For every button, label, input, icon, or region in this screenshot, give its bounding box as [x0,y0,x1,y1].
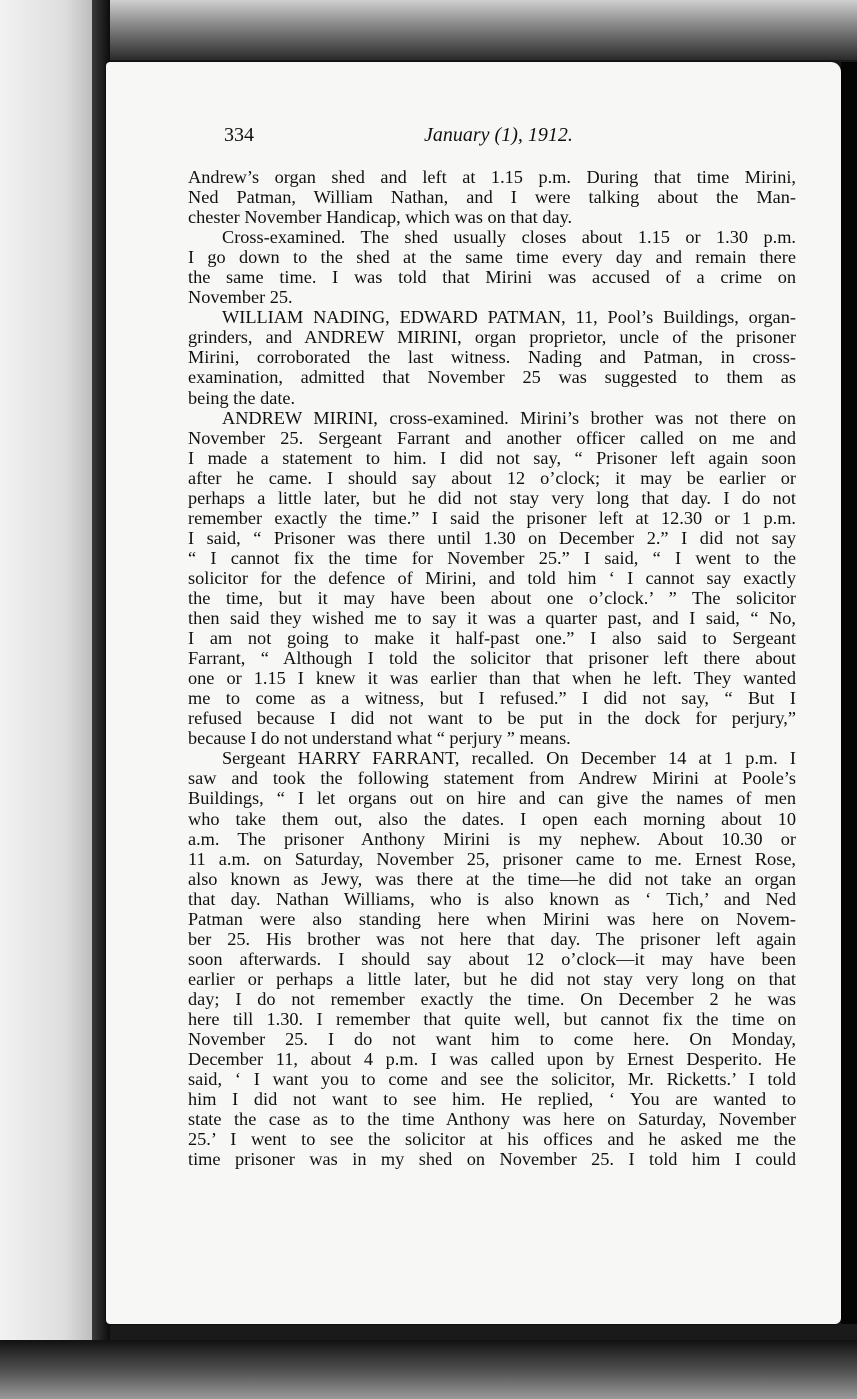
page-right-shadow [841,62,857,1324]
text-line: who take them out, also the dates. I open each morning about 10 [188,808,796,829]
text-line: Mirini, corroborated the last witness. Nading and Patman, in cross- [188,347,796,368]
text-line: a.m. The prisoner Anthony Mirini is my nephew. About 10.30 or [188,828,796,849]
text-line: November 25. I do not want him to come here. On Monday, [188,1029,796,1050]
text-line: earlier or perhaps a little later, but he did not stay very long on that [188,968,796,989]
text-line: I made a statement to him. I did not say, “ Prisoner left again soon [188,447,796,468]
body-text [188,167,796,1169]
text-line: I go down to the shed at the same time every day and remain there [188,247,796,268]
text-line: soon afterwards. I should say about 12 o’clock—it may have been [188,948,796,969]
text-line: saw and took the following statement from Andrew Mirini at Poole’s [188,768,796,789]
text-line: remember exactly the time.” I said the prisoner left at 12.30 or 1 p.m. [188,507,796,528]
text-line: Buildings, “ I let organs out on hire and can give the names of men [188,788,796,809]
text-line: WILLIAM NADING, EDWARD PATMAN, 11, Pool’s Buildings, organ- [222,307,796,328]
text-line: being the date. [188,387,296,408]
text-line: refused because I did not want to be put in the dock for perjury,” [188,708,796,729]
text-line: perhaps a little later, but he did not stay very long that day. I do not [188,487,796,508]
text-line: ANDREW MIRINI, cross-examined. Mirini’s brother was not there on [222,407,796,428]
text-line: also known as Jewy, was there at the time—he did not take an organ [188,868,796,889]
text-line: the same time. I was told that Mirini was accused of a crime on [188,267,796,288]
text-line: day; I do not remember exactly the time. On December 2 he was [188,988,796,1009]
text-line: time prisoner was in my shed on November 25. I told him I could [188,1149,796,1170]
text-line: Cross-examined. The shed usually closes about 1.15 or 1.30 p.m. [222,227,796,248]
text-line: November 25. Sergeant Farrant and another officer called on me and [188,427,796,448]
text-line: here till 1.30. I remember that quite well, but cannot fix the time on [188,1008,796,1029]
text-line: 25.’ I went to see the solicitor at his offices and he asked me the [188,1129,796,1150]
page-number: 334 [224,124,254,146]
text-line: Farrant, “ Although I told the solicitor that prisoner left there about [188,648,796,669]
text-line: that day. Nathan Williams, who is also known as ‘ Tich,’ and Ned [188,888,796,909]
text-line: Ned Patman, William Nathan, and I were talking about the Man- [188,187,796,208]
text-line: said, ‘ I want you to come and see the solicitor, Mr. Ricketts.’ I told [188,1069,796,1090]
text-line: chester November Handicap, which was on that day. [188,207,573,228]
text-line: I said, “ Prisoner was there until 1.30 on December 2.” I did not say [188,527,796,548]
text-line: because I do not understand what “ perjury ” means. [188,728,571,749]
text-line: “ I cannot fix the time for November 25.” I said, “ I went to the [188,547,796,568]
page-header [224,124,784,154]
text-line: Patman were also standing here when Mirini was here on Novem- [188,908,796,929]
text-line: Sergeant HARRY FARRANT, recalled. On December 14 at 1 p.m. I [222,748,796,769]
text-line: one or 1.15 I knew it was earlier than that when he left. They wanted [188,668,796,689]
text-line: November 25. [188,287,293,308]
text-line: Andrew’s organ shed and left at 1.15 p.m. During that time Mirini, [188,167,796,187]
text-line: then said they wished me to say it was a quarter past, and I said, “ No, [188,608,796,629]
scanner-bottom-edge [0,1340,857,1399]
text-line: me to come as a witness, but I refused.” I did not say, “ But I [188,688,796,709]
running-head: January (1), 1912. [424,124,573,146]
text-line: him I did not want to see him. He replied, ‘ You are wanted to [188,1089,796,1110]
text-line: state the case as to the time Anthony was here on Saturday, November [188,1109,796,1130]
text-line: the time, but it may have been about one o’clock.’ ” The solicitor [188,587,796,608]
scanner-left-margin [0,0,92,1399]
scanner-top-edge [0,0,857,60]
text-line: 11 a.m. on Saturday, November 25, prisoner came to me. Ernest Rose, [188,848,796,869]
text-line: after he came. I should say about 12 o’clock; it may be earlier or [188,467,796,488]
text-line: I am not going to make it half-past one.” I also said to Sergeant [188,628,796,649]
text-line: ber 25. His brother was not here that day. The prisoner left again [188,928,796,949]
text-line: December 11, about 4 p.m. I was called upon by Ernest Desperito. He [188,1049,796,1070]
text-line: solicitor for the defence of Mirini, and told him ‘ I cannot say exactly [188,567,796,588]
text-line: grinders, and ANDREW MIRINI, organ proprietor, uncle of the prisoner [188,327,796,348]
text-line: examination, admitted that November 25 was suggested to them as [188,367,796,388]
